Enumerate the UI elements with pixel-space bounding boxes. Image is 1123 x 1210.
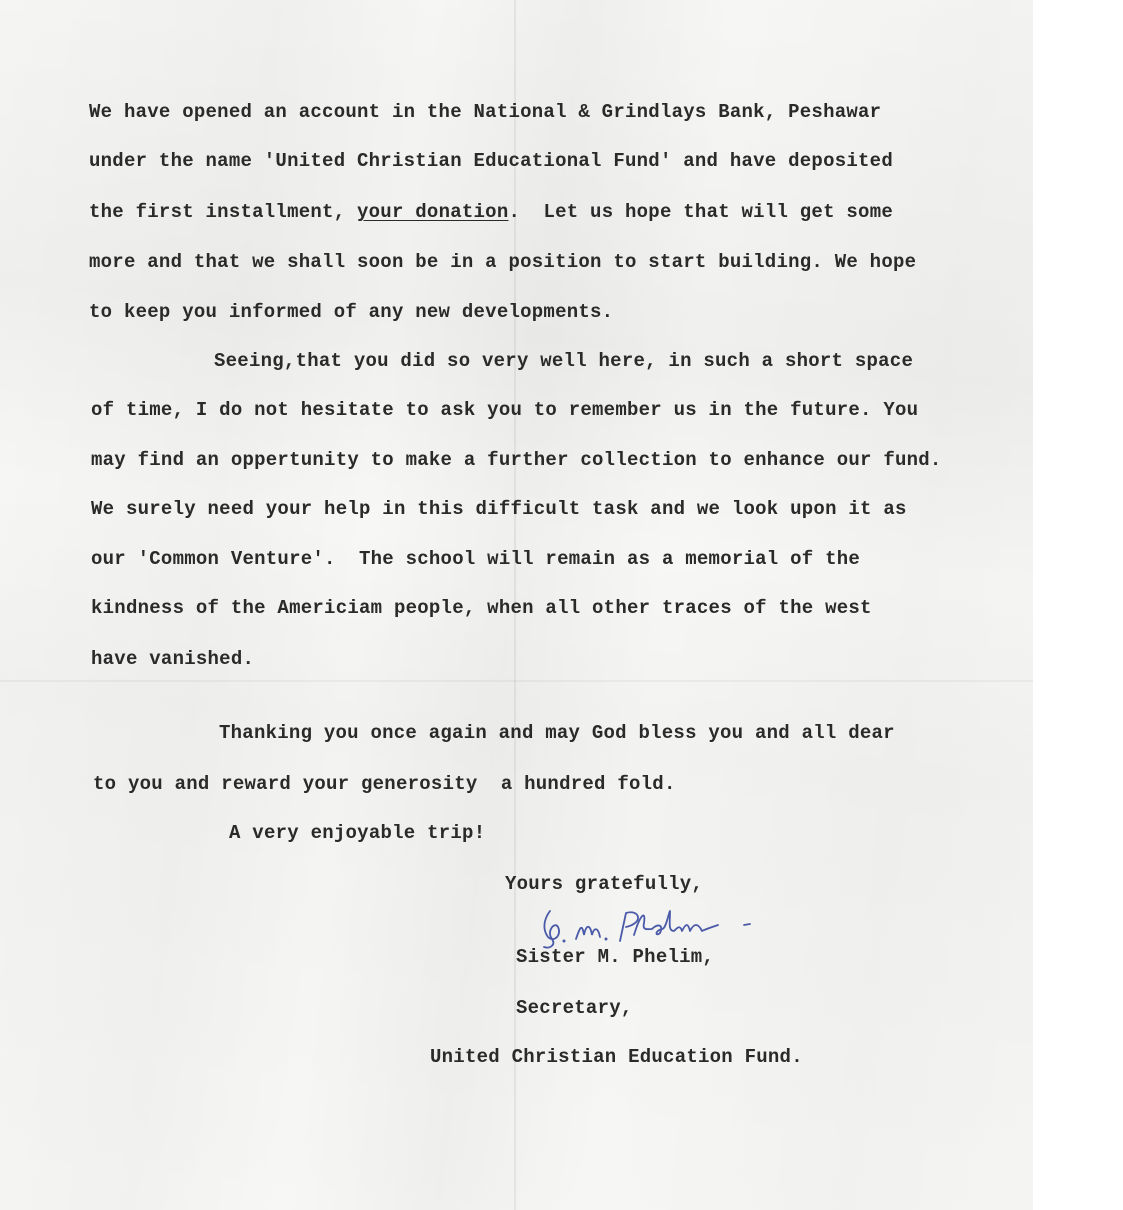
paragraph-2-line-5: our 'Common Venture'. The school will remain as a memorial of the <box>91 548 861 570</box>
paragraph-2-line-2: of time, I do not hesitate to ask you to remember us in the future. You <box>91 399 919 421</box>
paragraph-1-line-4: more and that we shall soon be in a position to start building. We hope <box>89 251 917 273</box>
paragraph-2-line-1: Seeing,that you did so very well here, in such a short space <box>214 350 914 372</box>
paragraph-2-line-3: may find an oppertunity to make a further collection to enhance our fund. <box>91 449 942 471</box>
paragraph-1-line-5: to keep you informed of any new developments. <box>89 301 614 323</box>
line-3-text-end: . Let us hope that will get some <box>508 201 893 223</box>
paper-fold-horizontal <box>0 680 1123 682</box>
paragraph-3-line-2: to you and reward your generosity a hundred fold. <box>93 773 676 795</box>
paragraph-2-line-7: have vanished. <box>91 648 255 670</box>
organization-name: United Christian Education Fund. <box>430 1046 803 1068</box>
paragraph-3-line-1: Thanking you once again and may God bless you and all dear <box>219 722 895 744</box>
paragraph-1-line-3 <box>89 200 893 224</box>
page-right-margin <box>1033 0 1123 1210</box>
paragraph-2-line-4: We surely need your help in this difficult task and we look upon it as <box>91 498 907 520</box>
paragraph-2-line-6: kindness of the Americiam people, when all other traces of the west <box>91 597 872 619</box>
line-3-text-start: the first installment, <box>89 201 357 223</box>
closing-wish: A very enjoyable trip! <box>229 822 486 844</box>
paragraph-1-line-1: We have opened an account in the National & Grindlays Bank, Peshawar <box>89 101 882 123</box>
underlined-your-donation: your donation <box>357 201 509 223</box>
signer-title: Secretary, <box>516 997 633 1019</box>
paragraph-1-line-2: under the name 'United Christian Educational Fund' and have deposited <box>89 150 893 172</box>
valediction: Yours gratefully, <box>505 873 704 895</box>
signer-name: Sister M. Phelim, <box>516 946 715 968</box>
